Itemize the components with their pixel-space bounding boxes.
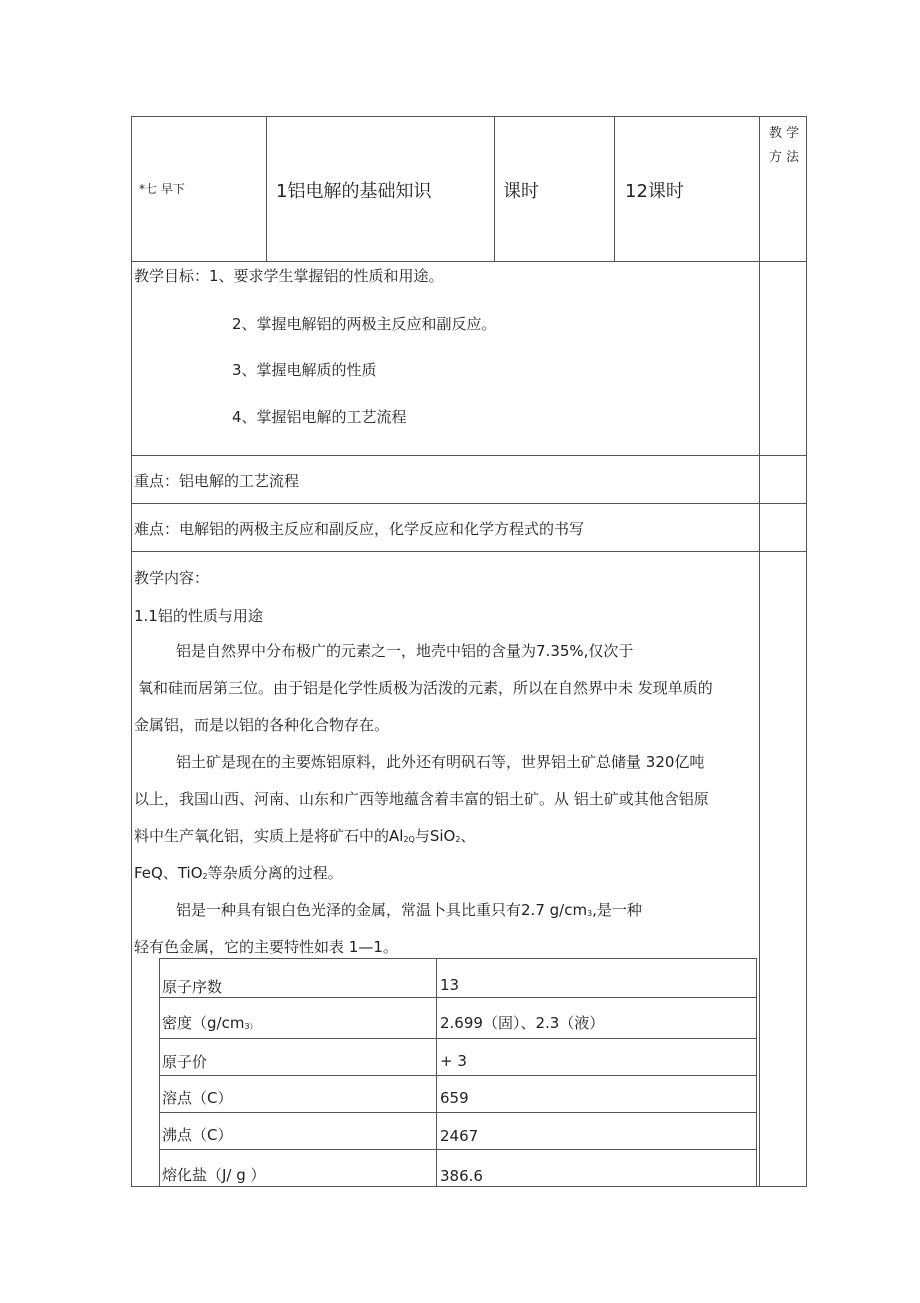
row-separator-difficulty <box>131 551 807 552</box>
props-row-line <box>159 1038 757 1039</box>
table-top-border <box>131 116 807 117</box>
objectives-label: 教学目标：1、要求学生掌握铝的性质和用途。 <box>134 267 444 285</box>
props-row-line <box>159 997 757 998</box>
prop-name: 沸点（C） <box>162 1126 233 1144</box>
paragraph-line: 轻有色金属，它的主要特性如表 1—1。 <box>134 938 398 956</box>
prop-value: + 3 <box>440 1052 467 1070</box>
prop-value: 386.6 <box>440 1167 483 1185</box>
objective-item: 4、掌握铝电解的工艺流程 <box>232 408 407 426</box>
paragraph-line: FeQ、TiO$_2$等杂质分离的过程。 <box>134 864 343 882</box>
method-column-divider <box>759 116 760 1187</box>
difficulty: 难点：电解铝的两极主反应和副反应，化学反应和化学方程式的书写 <box>134 520 585 538</box>
props-table-left <box>159 958 160 1187</box>
key-point: 重点：铝电解的工艺流程 <box>134 472 300 490</box>
prop-value: 659 <box>440 1089 469 1107</box>
method-header-line1: 教 学 <box>769 126 800 141</box>
props-table-middle <box>436 958 437 1187</box>
method-header-line2: 方 法 <box>769 150 800 165</box>
prop-value: 2.699（固）、2.3（液） <box>440 1014 605 1032</box>
paragraph-line: 金属铝，而是以铝的各种化合物存在。 <box>134 716 390 734</box>
props-row-line <box>159 1149 757 1150</box>
lesson-title: 1铝电解的基础知识 <box>276 181 432 202</box>
props-table-top <box>159 958 757 959</box>
props-table-right <box>756 958 757 1187</box>
paragraph-line: 料中生产氧化铝，实质上是将矿石中的$Al_{2Q}$与SiO$_2$、 <box>134 827 476 845</box>
row-separator-keypoint <box>131 503 807 504</box>
paragraph-line: 以上，我国山西、河南、山东和广西等地蕴含着丰富的铝土矿。从 铝土矿或其他含铝原 <box>134 790 709 808</box>
objective-item: 1、要求学生掌握铝的性质和用途。 <box>209 267 444 285</box>
table-left-border <box>131 116 132 1187</box>
header-divider-3 <box>614 116 615 261</box>
row-separator-header <box>131 261 807 262</box>
props-row-line <box>159 1075 757 1076</box>
objective-item: 2、掌握电解铝的两极主反应和副反应。 <box>232 315 497 333</box>
prop-name: 熔化盐（J/ g ） <box>162 1166 266 1184</box>
paragraph-line: 铝是自然界中分布极广的元素之一，地壳中铝的含量为7.35%,仅次于 <box>176 642 634 660</box>
row-separator-objectives <box>131 455 807 456</box>
props-row-line <box>159 1112 757 1113</box>
prop-name: 原子序数 <box>162 978 223 996</box>
prop-name: 原子价 <box>162 1053 208 1071</box>
chapter-label: *七 早下 <box>139 182 185 196</box>
period-value: 12课时 <box>625 181 684 202</box>
paragraph-line: 铝是一种具有银白色光泽的金属，常温卜具比重只有2.7 $g/cm_3$,是一种 <box>176 901 642 919</box>
header-divider-1 <box>266 116 267 261</box>
content-label: 教学内容： <box>134 569 210 587</box>
period-label: 课时 <box>503 181 539 202</box>
paragraph-line: 氧和硅而居第三位。由于铝是化学性质极为活泼的元素，所以在自然界中未 发现单质的 <box>138 679 713 697</box>
table-bottom-border <box>131 1186 807 1187</box>
section-title: 1.1铝的性质与用途 <box>134 607 263 625</box>
prop-name: 密度（$g/cm_{3)}$ <box>162 1014 258 1032</box>
prop-value: 2467 <box>440 1127 479 1145</box>
prop-value: 13 <box>440 976 460 994</box>
objective-item: 3、掌握电解质的性质 <box>232 361 377 379</box>
table-right-border <box>806 116 807 1187</box>
paragraph-line: 铝土矿是现在的主要炼铝原料，此外还有明矾石等，世界铝土矿总储量 320亿吨 <box>176 753 705 771</box>
prop-name: 溶点（C） <box>162 1089 233 1107</box>
header-divider-2 <box>494 116 495 261</box>
